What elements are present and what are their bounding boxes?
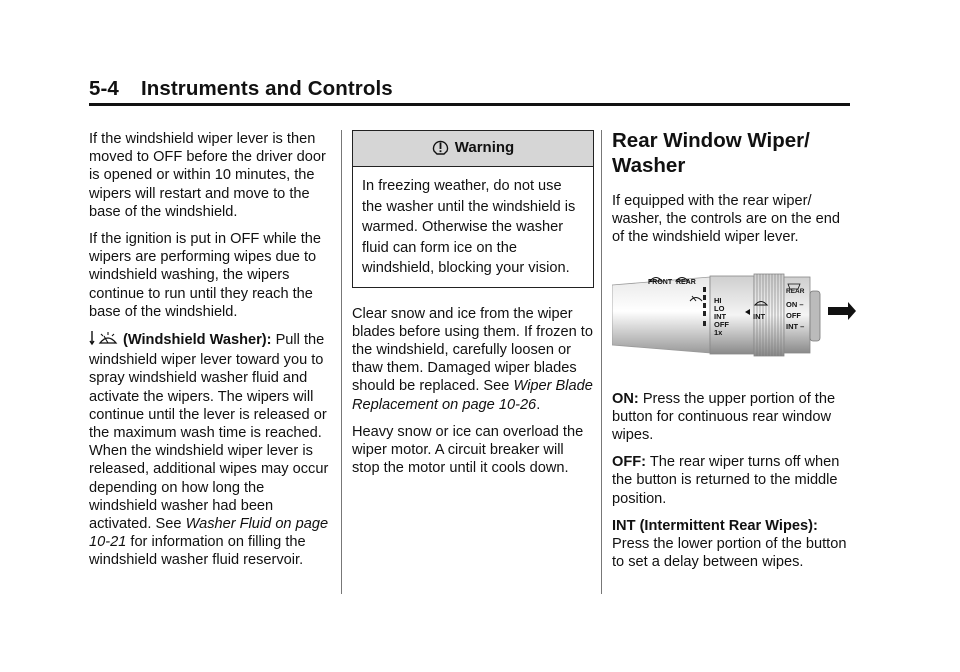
column-divider xyxy=(601,130,602,594)
int-position-label: INT – xyxy=(786,321,805,331)
washer-icon-group xyxy=(89,330,121,351)
column-right xyxy=(612,130,852,580)
lo-label: LO xyxy=(714,303,725,313)
front-label: FRONT xyxy=(648,278,673,286)
paragraph: Clear snow and ice from the wiper blades before using them. If frozen to the windshield, carefully loosen or thaw them. Damaged wiper blades should be replaced. See Wiper Blade Replacement on page 10-26. xyxy=(352,305,593,413)
warning-title: Warning xyxy=(454,139,515,157)
page-header xyxy=(89,77,393,100)
off-term: OFF: xyxy=(612,454,647,471)
warning-body: In freezing weather, do not use the washer until the windshield is warmed. Otherwise the washer fluid can form ice on the windshield, blocking your vision. xyxy=(362,178,576,276)
paragraph: Heavy snow or ice can overload the wiper motor. A circuit breaker will stop the motor until it cools down. xyxy=(352,423,584,477)
section-number: 5-4 xyxy=(89,77,119,100)
chapter-title: Instruments and Controls xyxy=(140,77,393,100)
hi-label: HI xyxy=(714,295,722,305)
wiper-lever-illustration xyxy=(612,267,856,372)
off-label: OFF xyxy=(714,319,729,329)
washer-text-end: for information on filling the windshield washer fluid reservoir. xyxy=(89,534,306,569)
column-divider xyxy=(341,130,342,594)
paragraph: If the windshield wiper lever is then moved to OFF before the driver door is opened or within 10 minutes, the wipers will restart and move to the base of the windshield. xyxy=(89,131,326,220)
washer-term: (Windshield Washer): xyxy=(123,332,272,349)
on-term: ON: xyxy=(612,390,639,407)
rear-label: REAR xyxy=(676,278,696,286)
int-dial-label: INT xyxy=(753,311,766,321)
warning-icon xyxy=(432,139,449,159)
warning-box xyxy=(352,130,594,288)
windshield-washer-icon xyxy=(89,330,121,346)
off-description: OFF: The rear wiper turns off when the button is returned to the middle position. xyxy=(612,454,840,507)
header-rule xyxy=(89,103,850,106)
on-position-label: ON – xyxy=(786,299,804,309)
washer-paragraph xyxy=(89,330,331,570)
paragraph: If the ignition is put in OFF while the wipers are performing wipes due to windshield washing, the wipers continue to run until they reach the base of the windshield. xyxy=(89,231,321,320)
wiper-blade-link[interactable]: Wiper Blade Replacement on page 10-26 xyxy=(352,378,593,413)
section-title: Rear Window Wiper/ Washer xyxy=(612,129,810,177)
rear-end-label: REAR xyxy=(786,287,805,295)
column-left xyxy=(89,130,331,579)
one-x-label: 1x xyxy=(714,327,723,337)
int-term: INT (Intermittent Rear Wipes): xyxy=(612,517,818,534)
column-middle xyxy=(352,130,594,486)
washer-fluid-link[interactable]: Washer Fluid on page 10-21 xyxy=(89,516,329,551)
int-description: INT (Intermittent Rear Wipes): Press the lower portion of the button to set a delay between wipes. xyxy=(612,517,847,571)
paragraph: If equipped with the rear wiper/ washer, the controls are on the end of the windshield wiper lever. xyxy=(612,193,840,246)
off-position-label: OFF xyxy=(786,310,801,320)
washer-text: Pull the windshield wiper lever toward you to spray windshield washer fluid and activate the wipers. The wipers will continue until the lever is released or the maximum wash time is reached. When the windshield wiper lever is released, additional wipes may occur depending on how long the windshield washer had been activated. See xyxy=(89,332,329,533)
int-label: INT xyxy=(714,311,727,321)
warning-header xyxy=(353,131,593,167)
on-description: ON: Press the upper portion of the button for continuous rear window wipes. xyxy=(612,390,836,444)
